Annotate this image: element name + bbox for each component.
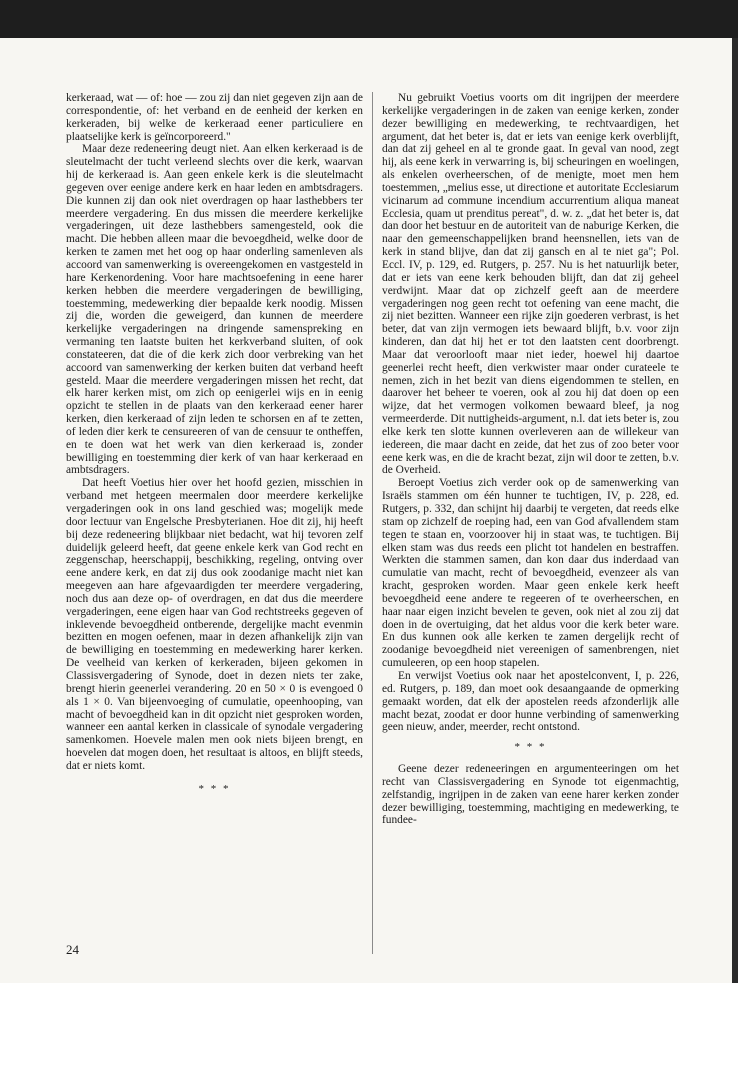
section-break-stars: * * *	[514, 741, 547, 754]
scan-right-border	[732, 38, 738, 983]
left-paragraph-3: Dat heeft Voetius hier over het hoofd gezien, misschien in verband met hetgeen meermalen door meerdere kerkelijke vergaderingen ook in ons land geschied was; mogelijk mede door lectuur van Engelsche Presbyterianen. Hoe dit zij, hij heeft bij deze redeneering blijkbaar niet bedacht, wat hij tevoren zelf duidelijk geleerd heeft, dat geene enkele kerk van God recht en zeggenschap, heerschappij, beschikking, regeling, ontving over eene andere kerk, en dat zij dus ook zoodanige macht niet kan meegeven aan hare afgevaardigden ter meerdere vergadering, noch dus aan deze op- of overdragen, en dat dus die meerdere vergaderingen, eene eigen haar van God rechtstreeks gegeven of inklevende bevoegdheid ontberende, dergelijke macht evenmin bezitten en mogen oefenen, maar in dezen afhankelijk zijn van de bewilliging en toestemming en medewerking harer kerken. De veelheid van kerken of kerkeraden, bijeen gekomen in Classisvergadering of Synode, doet in dezen niets ter zake, brengt hierin geenerlei verandering. 20 en 50 × 0 is evengoed 0 als 1 × 0. Van bijeenvoeging of cumulatie, opeenhooping, van macht of bevoegdheid kan in dit opzicht niet gesproken worden, wanneer een aantal kerken in classicale of synodale vergadering samenkomen. Hoevele malen men ook niets bijeen brengt, en hoevelen dat mogen doen, het resultaat is altoos, en blijft steeds, dat er niets komt.	[66, 477, 363, 772]
page-number: 24	[66, 942, 79, 957]
right-paragraph-1: Nu gebruikt Voetius voorts om dit ingrijpen der meerdere kerkelijke vergaderingen in de zaken van eenige kerken, zonder dezer bewilliging en medewerking, te rechtvaardigen, het argument, dat het beter is, dat er iets van eenige kerk overblijft, dan dat zij geheel en al te gronde gaat. In geval van nood, zegt hij, als eene kerk in verwarring is, bij scheuringen en woelingen, als enkelen overheerschen, of de menigte, moet men hem toestemmen, „melius esse, ut directione et autoritate Ecclesiarum vicinarum ad commune incendium accurrentium aliqua maneat Ecclesia, quam ut prenditus pereat", d. w. z. „dat het beter is, dat dan door het bestuur en de autoriteit van de naburige Kerken, die naar den gemeenschappelijken brand heensnellen, iets van de kerk in stand blijve, dan dat zij gansch en al te niet ga"; Pol. Eccl. IV, p. 129, ed. Rutgers, p. 257. Nu is het natuurlijk beter, dat er iets van eene kerk behouden blijft, dan dat zij geheel verdwijnt. Maar dat op zichzelf geeft aan de meerdere vergaderingen nog geen recht tot oefening van eene macht, die zij niet bezitten. Wanneer een rijke zijn goederen verbrast, is het beter, dat van zijn vermogen iets bewaard blijft, b.v. voor zijn kinderen, dan dat hij het er tot den laatsten cent doorbrengt. Maar dat veroorlooft maar niet ieder, hoewel hij daartoe geenerlei recht heeft, dien verkwister maar onder curateele te nemen, zich in het bezit van diens eigendommen te stellen, en daarover het beheer te voeren, ook al zou hij dat doen op een wijze, dat het vermogen volkomen bewaard bleef, ja nog vermeerderde. Dit nuttigheids-argument, n.l. dat iets beter is, zou elke kerk ten slotte kunnen overleveren aan de willekeur van iedereen, die maar dacht en zeide, dat het zus of zoo beter voor eene kerk was, en die de kracht bezat, zijn wil door te zetten, b.v. de Overheid.	[382, 92, 679, 477]
right-column	[382, 92, 679, 827]
left-paragraph-2: Maar deze redeneering deugt niet. Aan elken kerkeraad is de sleutelmacht der tucht verleend slechts over die kerk, waarvan hij de kerkeraad is. Aan geen enkele kerk is die sleutelmacht gegeven over eenige andere kerk en haar leden en ambtsdragers. Die kunnen zij dan ook niet overdragen op haar lasthebbers ter meerdere vergadering. En dus missen die meerdere kerkelijke vergaderingen, uit deze lasthebbers samengesteld, ook die macht. Die hebben alleen maar die bevoegdheid, welke door de kerken te zamen met het oog op haar onderling samenleven als accoord van samenwerking is overeengekomen en vastgesteld in hare Kerkenordening. Voor hare machtsoefening in eene harer kerken hebben die meerdere vergaderingen de bewilliging, toestemming, medewerking dier bepaalde kerk noodig. Missen zij die, worden die geweigerd, dan kunnen de meerdere kerkelijke vergaderingen na dringende samenspreking en vermaning ten laatste buiten het kerkverband sluiten, of ook constateeren, dat die of die kerk zich door verbreking van het accoord van samenwerking der kerken buiten dat verband heeft gesteld. Maar die meerdere vergaderingen missen het recht, dat elk harer kerken mist, om zich op eenigerlei wijs en in eenig opzicht te stellen in de plaats van den kerkeraad eener harer kerken, dien kerkeraad of zijn leden te schorsen en af te zetten, of leden dier kerk te censureeren of van de censuur te ontheffen, en te doen wat het werk van dien kerkeraad is, zonder bewilliging en toestemming dier kerk of van haar kerkeraad en ambtsdragers.	[66, 143, 363, 477]
left-column	[66, 92, 363, 805]
scan-top-border	[0, 0, 738, 38]
section-break-stars: * * *	[198, 782, 231, 795]
left-paragraph-1: kerkeraad, wat — of: hoe — zou zij dan niet gegeven zijn aan de correspondentie, of: het verband en de eenheid der kerken en kerkeraden, bij welke de kerkeraad eener particuliere en plaatselijke kerk is geïncorporeerd."	[66, 92, 363, 143]
right-paragraph-4: Geene dezer redeneeringen en argumenteeringen om het recht van Classisvergadering en Synode tot eigenmachtig, zelfstandig, ingrijpen in de zaken van eene harer kerken zonder dezer bewilliging, toestemming, machtiging en medewerking, te fundee-	[382, 763, 679, 827]
right-paragraph-2: Beroept Voetius zich verder ook op de samenwerking van Israëls stammen om één hunner te tuchtigen, IV, p. 228, ed. Rutgers, p. 332, dan schijnt hij daarbij te vergeten, dat reeds elke stam op zichzelf de roeping had, een van God afvallendem stam tegen te staan en, voorzoover hij in staat was, te tuchtigen. Bij elken stam was dus reeds een plicht tot handelen en bestraffen. Werkten die stammen samen, dan kon daar dus inderdaad van cumulatie van macht, recht of bevoegdheid, evenzeer als van kracht, gesproken worden. Maar geen enkele kerk heeft bevoegdheid eene andere te regeeren of te overheerschen, en haar naar eigen inzicht bevelen te geven, ook niet al zou zij dat doen in de overtuiging, dat het aldus voor die kerk beter ware. En dus kunnen ook alle kerken te zamen dergelijk recht of zoodanige bevoegdheid niet vereenigen of samenbrengen, niet cumuleeren, op een hoop stapelen.	[382, 477, 679, 670]
column-divider	[372, 92, 373, 954]
right-paragraph-3: En verwijst Voetius ook naar het apostelconvent, I, p. 226, ed. Rutgers, p. 189, dan moet ook desaangaande de opmerking gemaakt worden, dat elk der apostelen reeds afzonderlijk alle macht bezat, zoodat er door hunne verbinding of samenwerking geen nieuw, ander, meerder, recht ontstond.	[382, 669, 679, 734]
